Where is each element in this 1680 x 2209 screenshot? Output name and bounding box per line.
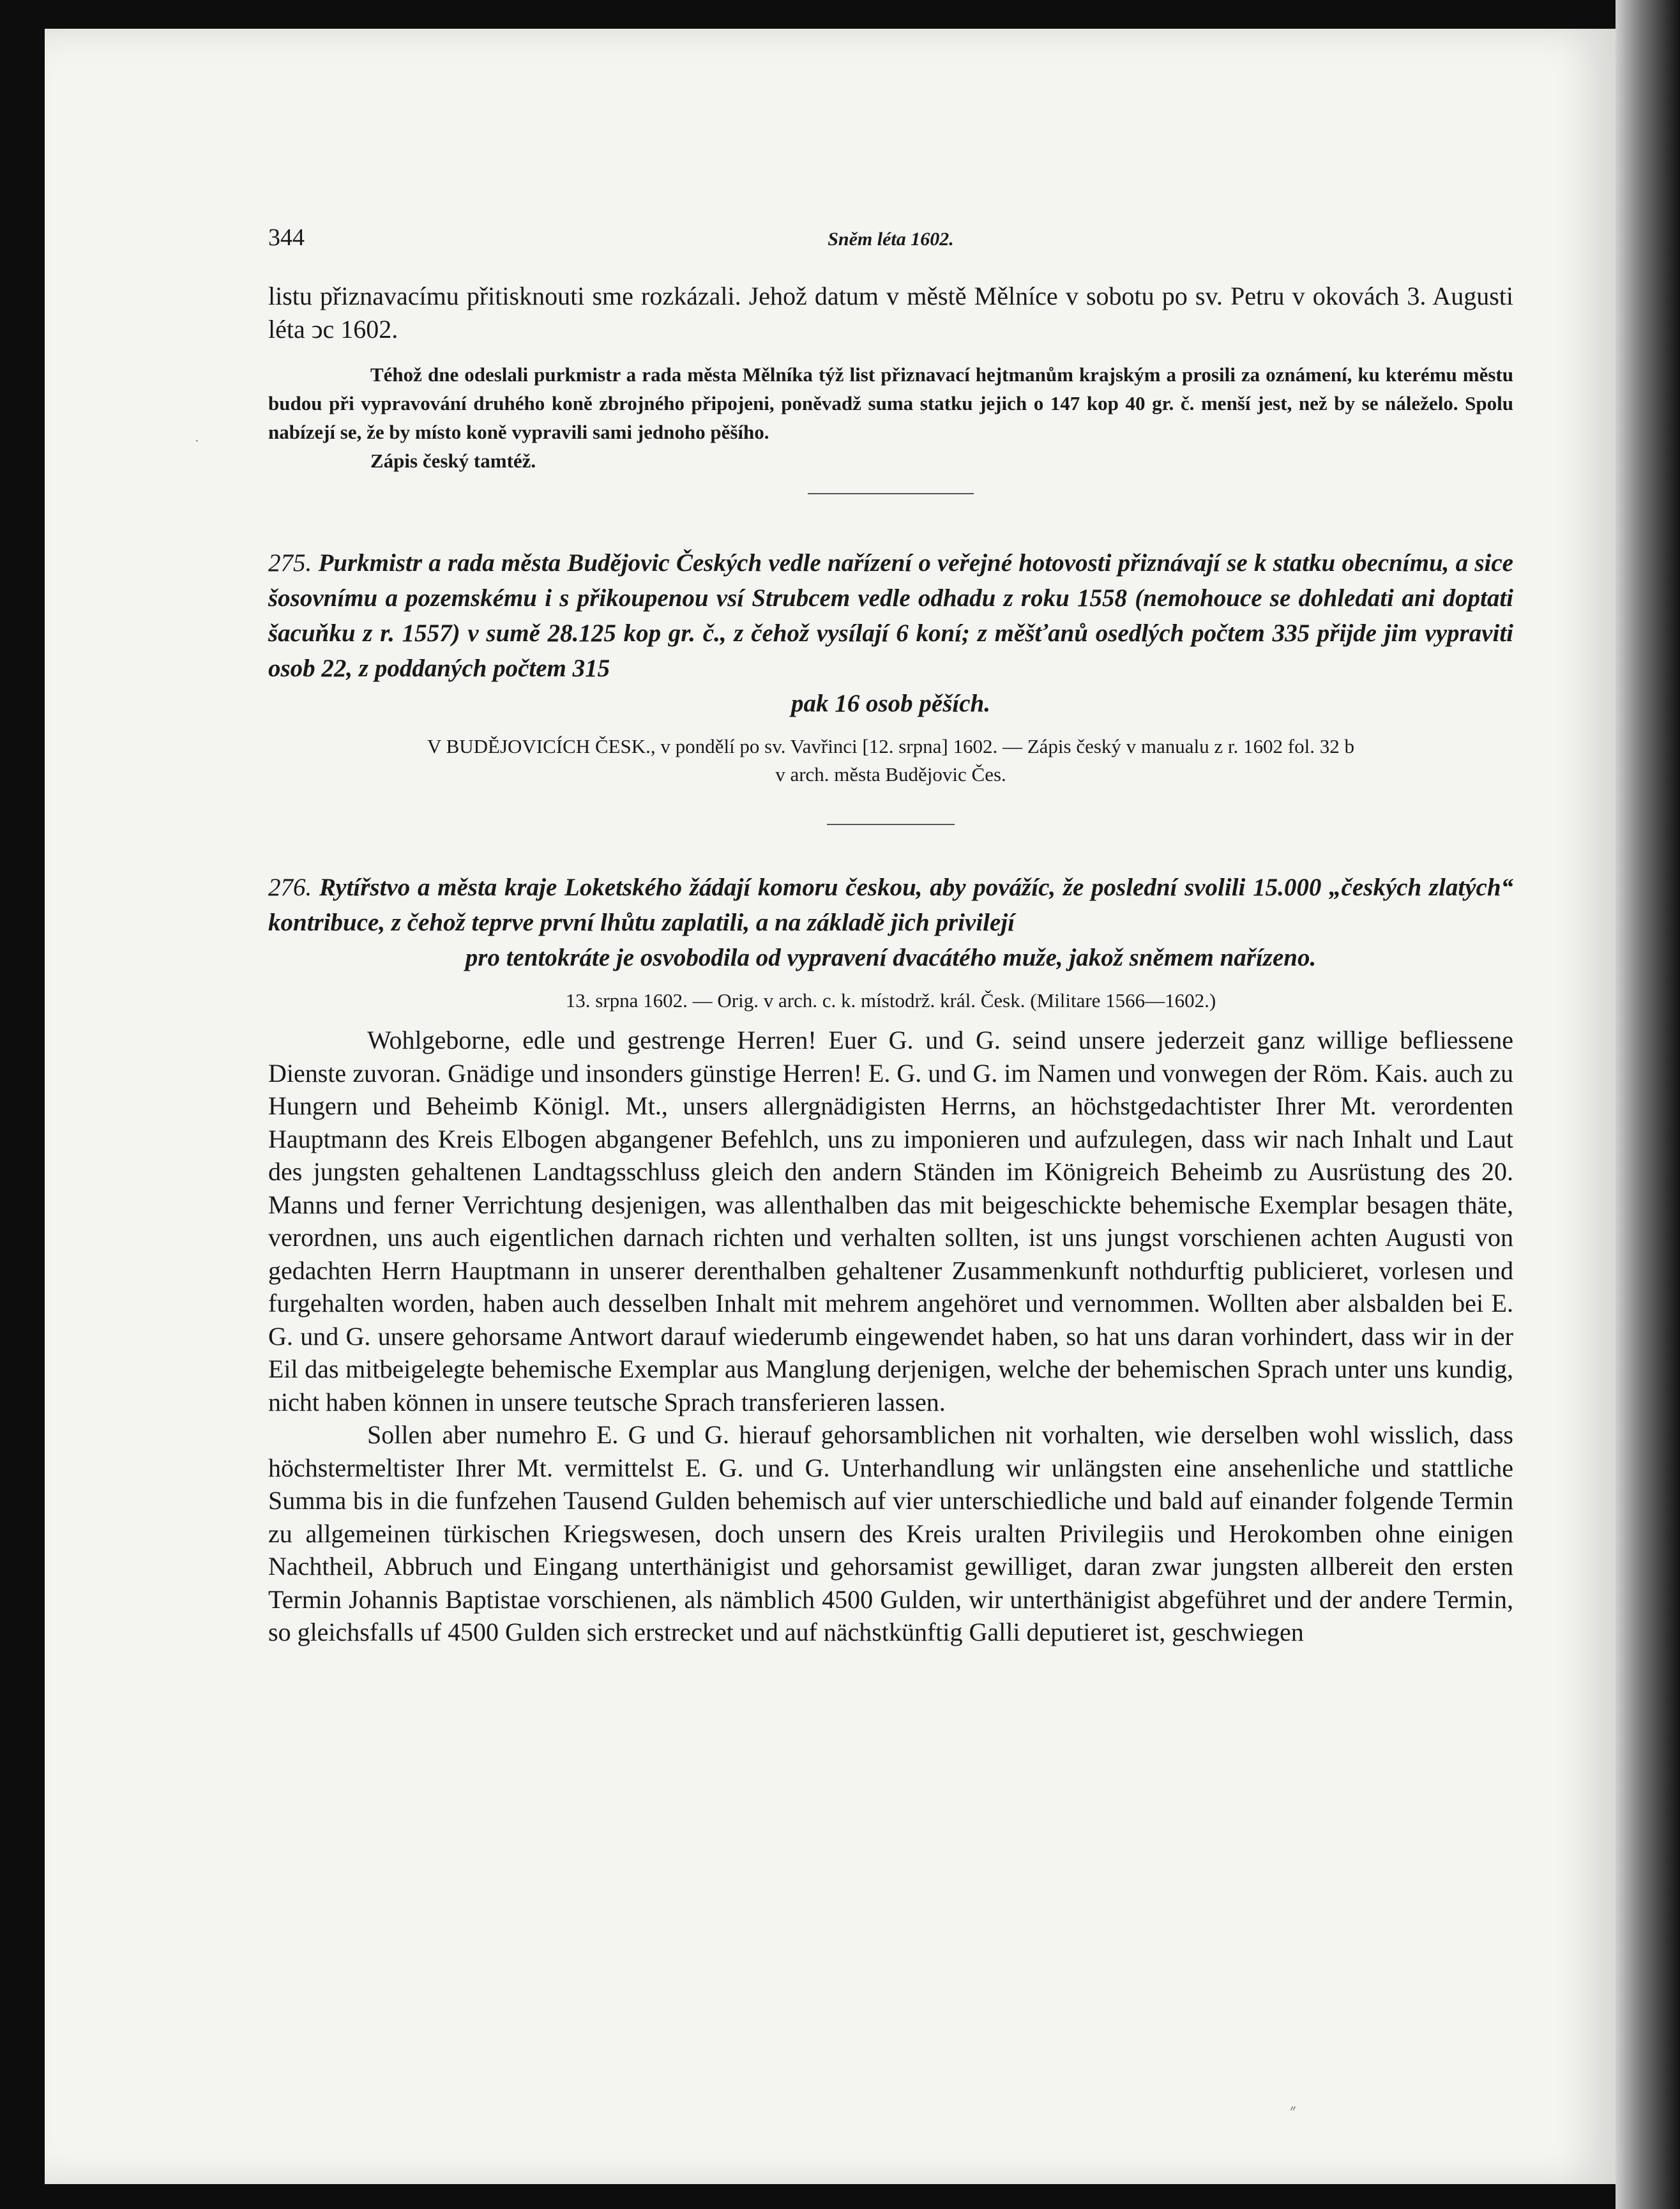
entry-275-heading-last: pak 16 osob pěších. [791,690,990,717]
page-content [268,224,1513,1649]
entry-275-source-line-2: v arch. města Budějovic Čes. [775,763,1006,786]
editorial-note: Téhož dne odeslali purkmistr a rada města Mělníka týž list přiznavací hejtmanům krajským a prosili za oznámení, ku kterému městu budou při vypravování druhého koně zbrojného připojeni, poněvadž suma statku jejich o 147 kop 40 gr. č. menší jest, než by se náleželo. Spolu nabízejí se, že by místo koně vypravili sami jednoho pěšího. [268,363,1513,443]
entry-275-number: 275. [268,549,312,577]
running-title: Sněm léta 1602. [828,229,954,250]
entry-276-source: 13. srpna 1602. — Orig. v arch. c. k. místodrž. král. Česk. (Militare 1566—1602.) [565,989,1216,1012]
entry-275-source-line-1: V BUDĚJOVICÍCH ČESK., v pondělí po sv. Vavřinci [12. srpna] 1602. — Zápis český v manualu z r. 1602 fol. 32 b [427,735,1354,757]
page-header [268,224,1513,262]
entry-275-heading-text: Purkmistr a rada města Budějovic Českých vedle nařízení o veřejné hotovosti přiznávají se k statku obecnímu, a sice šosovnímu a pozemskému i s přikoupenou vsí Strubcem vedle odhadu z roku 1558 (nemohouce se dohledati ani doptati šacuňku z r. 1557) v sumě 28.125 kop gr. č., z čehož vysílají 6 koní; z měšťanů osedlých počtem 335 přijde jim vypraviti osob 22, z poddaných počtem 315 [268,549,1513,682]
separator-rule [808,493,974,494]
entry-276-heading-text: Rytířstvo a města kraje Loketského žádají komoru českou, aby povážíc, že poslední svolili 15.000 „českých zlatých“ kontribuce, z čehož teprve první lhůtu zaplatili, a na základě jich privilejí [268,874,1514,936]
editorial-note-source: Zápis český tamtéž. [370,450,536,472]
entry-276-number: 276. [268,874,312,901]
entry-276-heading [268,870,1513,975]
entry-276-letter [268,1024,1513,1649]
letter-paragraph-2: Sollen aber numehro E. G und G. hierauf gehorsamblichen nit vorhalten, wie derselben wohl wisslich, dass höchstermeltister Ihrer Mt. vermittelst E. G. und G. Unterhandlung wir unlängsten eine ansehenliche und stattliche Summa bis in die funfzehen Tausend Gulden behemisch auf vier unterschiedliche und bald auf einander folgende Termin zu allgemeinen türkischen Kriegswesen, doch unsern des Kreis uralten Privilegiis und Herokomben ohne einigen Nachtheil, Abbruch und Eingang unterthänigist und gehorsamist gewilliget, daran zwar jungsten allbereit den ersten Termin Johannis Baptistae vorschienen, als nämblich 4500 Gulden, wir unterthänigist abgeführet und der andere Termin, so gleichsfalls uf 4500 Gulden sich erstrecket und auf nächstkünftig Galli deputieret ist, geschwiegen [268,1420,1513,1646]
separator-rule [827,824,955,825]
top-continuation: listu přiznavacímu přitisknouti sme rozkázali. Jehož datum v městě Mělníce v sobotu po sv. Petru v okovách 3. Augusti léta ↄc 1602. [268,282,1513,344]
scan-speck: ״ [1290,2101,1296,2120]
entry-275-source [268,733,1513,789]
entry-276-heading-last: pro tentokráte je osvobodila od vypravení dvacátého muže, jakož sněmem nařízeno. [465,944,1317,971]
scan-edge [1616,0,1680,2209]
page-number: 344 [268,224,305,251]
letter-paragraph-1: Wohlgeborne, edle und gestrenge Herren! Euer G. und G. seind unsere jederzeit ganz willige befliessene Dienste zuvoran. Gnädige und insonders günstige Herren! E. G. und G. im Namen und vonwegen der Röm. Kais. auch zu Hungern und Beheimb Königl. Mt., unsers allergnädigisten Herrns, an höchstgedachtister Ihrer Mt. verordenten Hauptmann des Kreis Elbogen abgangener Befehlch, uns zu imponieren und aufzulegen, dass wir nach Inhalt und Laut des jungsten gehaltenen Landtagsschluss gleich den andern Ständen im Königreich Beheimb zu Ausrüstung des 20. Manns und ferner Verrichtung desjenigen, was allenthalben das mit beigeschickte behemische Exemplar besagen thäte, verordnen, uns auch eigentlichen darnach richten und verhalten sollten, ist uns jungst vorschienen achten Augusti von gedachten Herrn Hauptmann in unserer derenthalben gehaltener Zusammenkunft nothdurftig publicieret, vorlesen und furgehalten worden, haben auch desselben Inhalt mit mehrem angehöret und vernommen. Wollten aber alsbalden bei E. G. und G. unsere gehorsame Antwort darauf wiederumb eingewendet haben, so hat uns daran vorhindert, dass wir in der Eil das mitbeigelegte behemische Exemplar aus Manglung derjenigen, welche der behemischen Sprach unter uns kundig, nicht haben können in unsere teutsche Sprach transferieren lassen. [268,1026,1513,1416]
entry-275-heading [268,545,1513,721]
scan-speck: · [195,434,199,448]
